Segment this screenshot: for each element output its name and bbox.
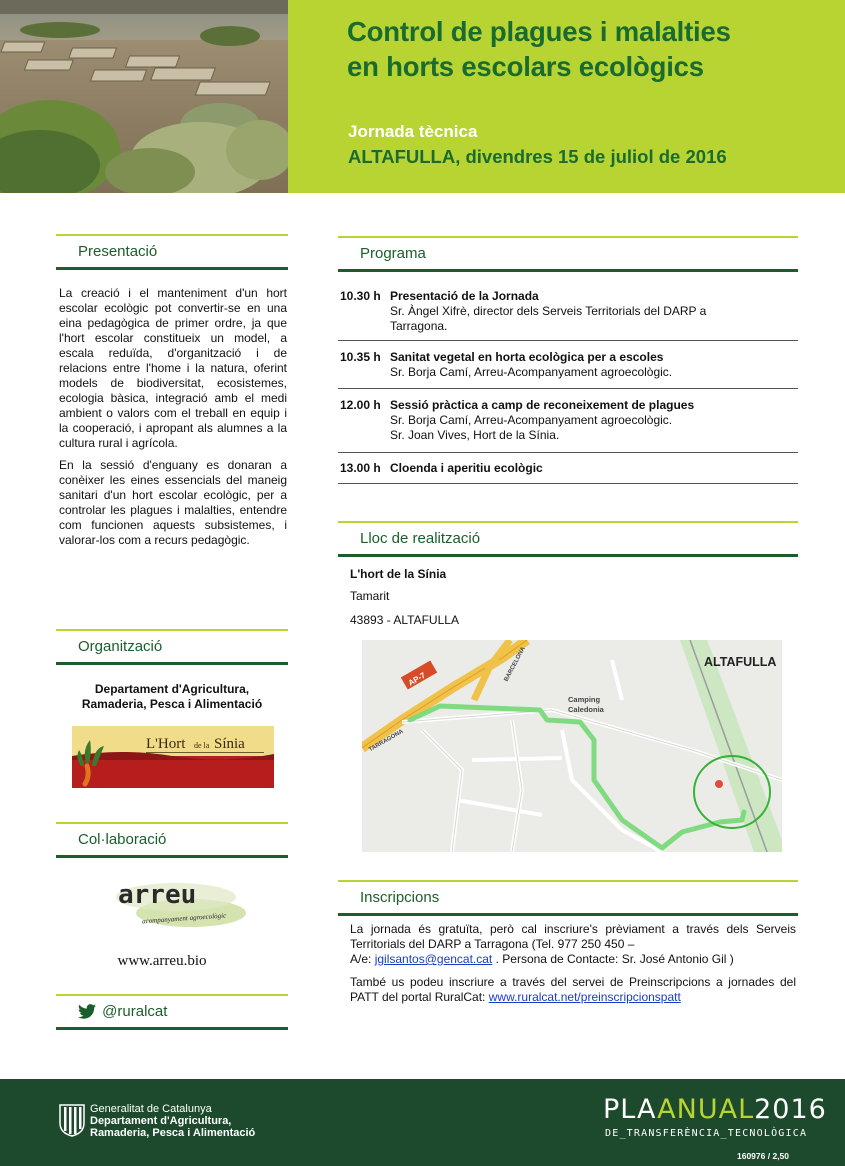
map-road-barcelona: BARCELONA — [503, 646, 527, 683]
presentacio-paragraph-1: La creació i el manteniment d'un hort escolar ecològic pot convertir-se en una eina pedagògica de primer ordre, ja que l'hort escolar constitueix un model, a escala reduïda, d'organització i de relacions entre l'home i la natura, oferint models de biodiversitat, ecosistemes, ecologia bàsica, integració amb el medi ambient o valors com el treball en equip i la cooperació, i apropant als alumnes a la cultura rural i agrícola. — [59, 286, 287, 450]
programa-desc — [390, 304, 780, 334]
map-label-caledonia: Caledonia — [568, 705, 604, 714]
programa-divider — [338, 452, 798, 453]
programa-title: Presentació de la Jornada — [390, 289, 539, 303]
map-label-camping: Camping — [568, 695, 601, 704]
twitter-bird-icon — [78, 1004, 96, 1019]
presentacio-paragraph-2: En la sessió d'enguany es donaran a conèixer les eines essencials del maneig sanitari d'un hort escolar ecològic, per a controlar les plagues i malalties, entendre com funcionen aquests subsistemes, i valorar-los com a recurs pedagògic. — [59, 458, 287, 547]
programa-time: 10.30 h — [340, 289, 381, 303]
generalitat-emblem-icon — [58, 1103, 86, 1142]
inscripcions-p1-a: La jornada és gratuïta, però cal inscriure's prèviament a través dels Serveis Territorials del DARP a Tarragona (Tel. 977 250 450 – — [350, 922, 796, 951]
generalitat-text — [90, 1103, 255, 1139]
programa-desc — [390, 413, 780, 443]
programa-time: 13.00 h — [340, 461, 381, 475]
map-town-label: ALTAFULLA — [704, 655, 777, 669]
map-road-ap7: AP-7 — [406, 670, 428, 688]
programa-desc-line: Sr. Borja Camí, Arreu-Acompanyament agroecològic. — [390, 365, 673, 379]
generalitat-line-2: Departament d'Agricultura, — [90, 1115, 232, 1127]
preinscription-url-link[interactable]: www.ruralcat.net/preinscripcionspatt — [488, 990, 681, 1004]
hort-logo-word-3: Sínia — [214, 736, 245, 752]
presentacio-heading: Presentació — [56, 234, 288, 270]
programa-title: Cloenda i aperitiu ecològic — [390, 461, 543, 475]
programa-desc-line: Sr. Borja Camí, Arreu-Acompanyament agroecològic. — [390, 413, 673, 427]
inscripcions-p2-a: També us podeu inscriure a través del servei de Preinscripcions a jornades del PATT del portal RuralCat: — [350, 975, 796, 1004]
programa-heading: Programa — [338, 236, 798, 272]
venue-area: Tamarit — [350, 589, 390, 603]
programa-divider — [338, 388, 798, 389]
hort-logo-word-2: de la — [194, 741, 210, 750]
pla-anual-subtitle: DE_TRANSFERÈNCIA_TECNOLÒGICA — [605, 1128, 808, 1139]
hort-logo-image — [72, 726, 274, 788]
programa-title: Sessió pràctica a camp de reconeixement de plagues — [390, 398, 695, 412]
arreu-logo-image — [106, 875, 251, 937]
garden-photo — [0, 0, 288, 193]
venue-name: L'hort de la Sínia — [350, 567, 447, 581]
organizer-line-2: Ramaderia, Pesca i Alimentació — [81, 697, 263, 711]
programa-time: 10.35 h — [340, 350, 381, 364]
page-title — [347, 14, 837, 84]
programa-title: Sanitat vegetal en horta ecològica per a escoles — [390, 350, 664, 364]
venue-postal: 43893 - ALTAFULLA — [350, 613, 459, 627]
hort-de-la-sinia-logo — [72, 726, 274, 788]
arreu-logo-text: arreu — [118, 880, 197, 910]
arreu-website[interactable]: www.arreu.bio — [117, 953, 207, 969]
programa-desc — [390, 365, 780, 380]
anual-word: ANUAL — [657, 1094, 755, 1125]
organizer-line-1: Departament d'Agricultura, — [94, 682, 250, 696]
twitter-block[interactable] — [56, 994, 288, 1030]
footer — [0, 1079, 845, 1166]
inscripcions-p1-b: A/e: — [350, 952, 375, 966]
arreu-logo-tagline: acompanyament agroecològic — [141, 911, 227, 926]
contact-email-link[interactable]: jgilsantos@gencat.cat — [374, 952, 493, 966]
programa-desc-line: Sr. Joan Vives, Hort de la Sínia. — [390, 428, 560, 442]
programa-desc-line: Sr. Àngel Xifrè, director dels Serveis Territorials del DARP a — [390, 304, 707, 318]
lloc-heading: Lloc de realització — [338, 521, 798, 557]
event-type: Jornada tècnica — [348, 122, 478, 141]
header-banner — [0, 0, 845, 193]
inscripcions-text — [350, 922, 796, 1013]
programa-divider — [338, 483, 798, 484]
presentacio-text — [59, 286, 287, 555]
document-reference: 160976 / 2,50 — [737, 1151, 789, 1161]
arreu-logo — [106, 875, 251, 937]
generalitat-line-3: Ramaderia, Pesca i Alimentació — [90, 1127, 256, 1139]
programa-divider — [338, 340, 798, 341]
pla-year: 2016 — [754, 1094, 827, 1125]
location-map-image — [362, 640, 782, 852]
title-line-2: en horts escolars ecològics — [347, 51, 704, 82]
map-road-tarragona: TARRAGONA — [368, 728, 405, 754]
pla-anual-logo — [603, 1095, 827, 1125]
collaboracio-heading: Col·laboració — [56, 822, 288, 858]
title-line-1: Control de plagues i malalties — [347, 16, 731, 47]
generalitat-line-1: Generalitat de Catalunya — [90, 1103, 212, 1115]
organitzacio-heading: Organització — [56, 629, 288, 665]
garden-photo-image — [0, 0, 288, 193]
programa-time: 12.00 h — [340, 398, 381, 412]
pla-word: PLA — [603, 1094, 658, 1125]
event-date: ALTAFULLA, divendres 15 de juliol de 2016 — [348, 146, 727, 167]
twitter-handle: @ruralcat — [102, 1003, 168, 1020]
programa-desc-line: Tarragona. — [390, 319, 448, 333]
hort-logo-word-1: L'Hort — [146, 736, 186, 752]
location-map[interactable] — [362, 640, 782, 852]
inscripcions-paragraph-2 — [350, 975, 796, 1005]
inscripcions-p1-c: . Persona de Contacte: Sr. José Antonio Gil ) — [492, 952, 734, 966]
inscripcions-paragraph-1 — [350, 922, 796, 967]
inscripcions-heading: Inscripcions — [338, 880, 798, 916]
organizer-name — [56, 682, 288, 712]
